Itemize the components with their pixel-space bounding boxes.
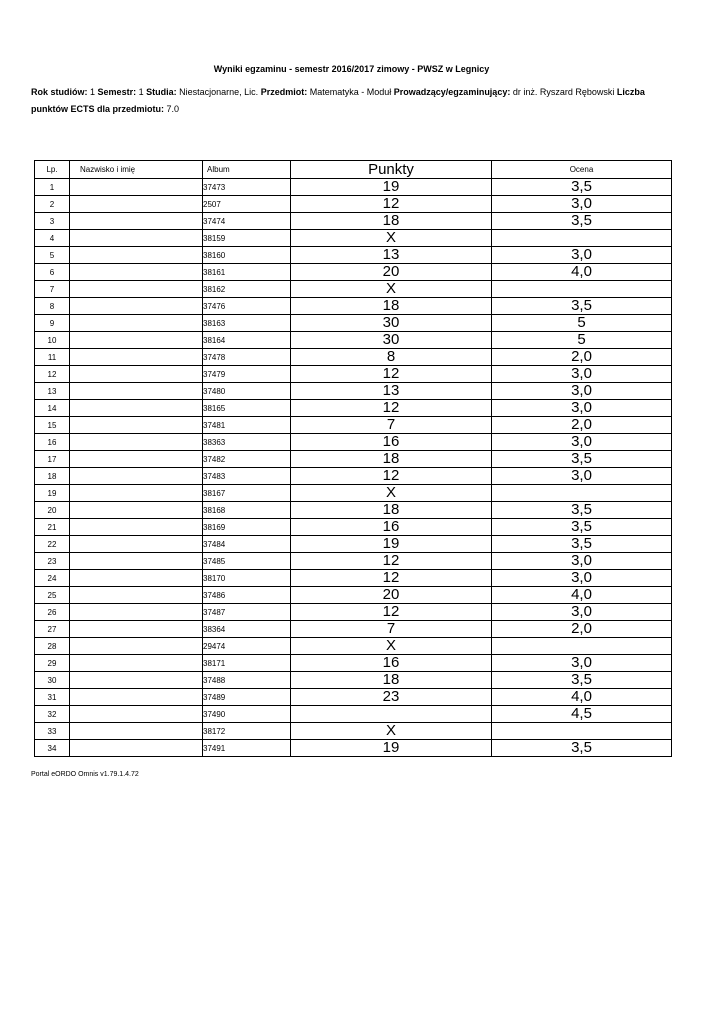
row-album: 37487 xyxy=(203,604,291,621)
row-album: 37483 xyxy=(203,468,291,485)
row-name xyxy=(70,519,203,536)
results-table xyxy=(34,160,672,757)
table-row xyxy=(35,400,672,417)
row-lp: 26 xyxy=(35,604,70,621)
row-points: 7 xyxy=(291,417,492,434)
row-grade: 3,5 xyxy=(492,451,672,468)
row-points: 12 xyxy=(291,196,492,213)
row-lp: 31 xyxy=(35,689,70,706)
row-grade: 2,0 xyxy=(492,621,672,638)
row-name xyxy=(70,638,203,655)
row-lp: 14 xyxy=(35,400,70,417)
table-row xyxy=(35,366,672,383)
table-row xyxy=(35,417,672,434)
table-row xyxy=(35,434,672,451)
row-lp: 34 xyxy=(35,740,70,757)
row-album: 38364 xyxy=(203,621,291,638)
row-points: 8 xyxy=(291,349,492,366)
row-points: X xyxy=(291,638,492,655)
ects-value: 7.0 xyxy=(166,104,180,114)
semestr-value: 1 xyxy=(138,87,144,97)
row-lp: 32 xyxy=(35,706,70,723)
row-grade: 2,0 xyxy=(492,417,672,434)
row-grade: 3,0 xyxy=(492,604,672,621)
row-album: 37484 xyxy=(203,536,291,553)
table-row xyxy=(35,706,672,723)
table-row xyxy=(35,468,672,485)
table-row xyxy=(35,638,672,655)
row-album: 38168 xyxy=(203,502,291,519)
table-row xyxy=(35,213,672,230)
table-row xyxy=(35,332,672,349)
row-lp: 18 xyxy=(35,468,70,485)
row-grade: 3,5 xyxy=(492,672,672,689)
table-row xyxy=(35,349,672,366)
table-row xyxy=(35,383,672,400)
przedmiot-value: Matematyka - Moduł xyxy=(309,87,392,97)
row-album: 38171 xyxy=(203,655,291,672)
table-row xyxy=(35,502,672,519)
document-title: Wyniki egzaminu - semestr 2016/2017 zimowy - PWSZ w Legnicy xyxy=(213,64,490,74)
row-grade: 3,0 xyxy=(492,434,672,451)
row-album: 2507 xyxy=(203,196,291,213)
table-row xyxy=(35,298,672,315)
row-points: 13 xyxy=(291,247,492,264)
header-album: Album xyxy=(203,161,291,179)
row-grade xyxy=(492,485,672,502)
row-grade xyxy=(492,281,672,298)
row-lp: 23 xyxy=(35,553,70,570)
table-row xyxy=(35,621,672,638)
row-name xyxy=(70,230,203,247)
table-row xyxy=(35,672,672,689)
table-row xyxy=(35,723,672,740)
row-points: X xyxy=(291,723,492,740)
row-lp: 5 xyxy=(35,247,70,264)
table-row xyxy=(35,485,672,502)
row-name xyxy=(70,366,203,383)
row-points: 13 xyxy=(291,383,492,400)
row-points: 30 xyxy=(291,315,492,332)
row-grade xyxy=(492,638,672,655)
row-grade: 2,0 xyxy=(492,349,672,366)
row-points: X xyxy=(291,281,492,298)
row-lp: 3 xyxy=(35,213,70,230)
table-row xyxy=(35,536,672,553)
row-points: 18 xyxy=(291,451,492,468)
prowadzacy-label: Prowadzący/egzaminujący: xyxy=(393,87,511,97)
footer-version: Portal eORDO Omnis v1.79.1.4.72 xyxy=(31,771,139,778)
row-name xyxy=(70,349,203,366)
row-points: 16 xyxy=(291,434,492,451)
row-name xyxy=(70,502,203,519)
row-lp: 9 xyxy=(35,315,70,332)
row-points: X xyxy=(291,230,492,247)
row-name xyxy=(70,332,203,349)
row-lp: 29 xyxy=(35,655,70,672)
rok-value: 1 xyxy=(90,87,96,97)
row-grade: 3,0 xyxy=(492,570,672,587)
row-name xyxy=(70,213,203,230)
row-points: 12 xyxy=(291,570,492,587)
row-album: 37482 xyxy=(203,451,291,468)
table-row xyxy=(35,179,672,196)
row-album: 37474 xyxy=(203,213,291,230)
row-album: 37488 xyxy=(203,672,291,689)
row-lp: 16 xyxy=(35,434,70,451)
row-name xyxy=(70,723,203,740)
row-name xyxy=(70,468,203,485)
row-name xyxy=(70,315,203,332)
row-name xyxy=(70,451,203,468)
row-lp: 11 xyxy=(35,349,70,366)
table-row xyxy=(35,689,672,706)
row-name xyxy=(70,689,203,706)
row-name xyxy=(70,264,203,281)
row-lp: 2 xyxy=(35,196,70,213)
row-points: 12 xyxy=(291,366,492,383)
row-name xyxy=(70,400,203,417)
row-name xyxy=(70,196,203,213)
row-grade: 3,0 xyxy=(492,400,672,417)
row-grade: 3,0 xyxy=(492,366,672,383)
row-grade: 3,5 xyxy=(492,179,672,196)
row-grade: 3,5 xyxy=(492,536,672,553)
row-points: 20 xyxy=(291,587,492,604)
row-name xyxy=(70,247,203,264)
row-points: 18 xyxy=(291,672,492,689)
row-album: 38169 xyxy=(203,519,291,536)
row-lp: 21 xyxy=(35,519,70,536)
row-points: 23 xyxy=(291,689,492,706)
row-grade: 4,0 xyxy=(492,264,672,281)
row-lp: 27 xyxy=(35,621,70,638)
row-album: 38163 xyxy=(203,315,291,332)
row-points: 16 xyxy=(291,655,492,672)
semestr-label: Semestr: xyxy=(97,87,137,97)
row-name xyxy=(70,740,203,757)
row-grade: 3,5 xyxy=(492,740,672,757)
row-points: X xyxy=(291,485,492,502)
row-name xyxy=(70,485,203,502)
studia-value: Niestacjonarne, Lic. xyxy=(179,87,259,97)
row-points xyxy=(291,706,492,723)
row-name xyxy=(70,655,203,672)
przedmiot-label: Przedmiot: xyxy=(260,87,308,97)
row-name xyxy=(70,298,203,315)
row-album: 38165 xyxy=(203,400,291,417)
ects-label: Liczba punktów ECTS dla przedmiotu: xyxy=(31,87,645,114)
row-album: 37489 xyxy=(203,689,291,706)
row-lp: 12 xyxy=(35,366,70,383)
row-points: 16 xyxy=(291,519,492,536)
table-row xyxy=(35,519,672,536)
table-row xyxy=(35,196,672,213)
row-album: 37481 xyxy=(203,417,291,434)
table-row xyxy=(35,553,672,570)
row-name xyxy=(70,434,203,451)
row-album: 38172 xyxy=(203,723,291,740)
header-lp: Lp. xyxy=(35,161,70,179)
row-lp: 22 xyxy=(35,536,70,553)
row-lp: 33 xyxy=(35,723,70,740)
prowadzacy-value: dr inż. Ryszard Rębowski xyxy=(512,87,615,97)
row-points: 18 xyxy=(291,213,492,230)
row-grade: 3,5 xyxy=(492,298,672,315)
row-lp: 4 xyxy=(35,230,70,247)
row-album: 38167 xyxy=(203,485,291,502)
header-points: Punkty xyxy=(291,161,492,179)
row-grade: 3,5 xyxy=(492,213,672,230)
table-row xyxy=(35,570,672,587)
row-name xyxy=(70,570,203,587)
row-album: 37491 xyxy=(203,740,291,757)
row-album: 37486 xyxy=(203,587,291,604)
row-grade: 3,0 xyxy=(492,383,672,400)
table-header-row xyxy=(35,161,672,179)
row-album: 29474 xyxy=(203,638,291,655)
row-album: 38160 xyxy=(203,247,291,264)
row-points: 12 xyxy=(291,400,492,417)
row-album: 37473 xyxy=(203,179,291,196)
table-row xyxy=(35,230,672,247)
row-grade: 4,5 xyxy=(492,706,672,723)
row-album: 38159 xyxy=(203,230,291,247)
row-name xyxy=(70,621,203,638)
row-grade: 3,5 xyxy=(492,519,672,536)
course-info xyxy=(31,84,676,118)
row-points: 30 xyxy=(291,332,492,349)
row-points: 12 xyxy=(291,468,492,485)
row-points: 7 xyxy=(291,621,492,638)
row-album: 37479 xyxy=(203,366,291,383)
row-name xyxy=(70,604,203,621)
row-lp: 20 xyxy=(35,502,70,519)
table-row xyxy=(35,740,672,757)
row-name xyxy=(70,383,203,400)
row-grade: 3,0 xyxy=(492,468,672,485)
row-lp: 24 xyxy=(35,570,70,587)
row-album: 37490 xyxy=(203,706,291,723)
row-lp: 25 xyxy=(35,587,70,604)
row-name xyxy=(70,536,203,553)
row-name xyxy=(70,706,203,723)
row-name xyxy=(70,587,203,604)
row-grade: 4,0 xyxy=(492,587,672,604)
row-points: 20 xyxy=(291,264,492,281)
row-name xyxy=(70,672,203,689)
row-grade: 5 xyxy=(492,315,672,332)
header-name: Nazwisko i imię xyxy=(70,161,203,179)
table-row xyxy=(35,315,672,332)
table-row xyxy=(35,587,672,604)
row-points: 19 xyxy=(291,179,492,196)
table-row xyxy=(35,451,672,468)
row-album: 38363 xyxy=(203,434,291,451)
row-grade: 3,5 xyxy=(492,502,672,519)
row-album: 37476 xyxy=(203,298,291,315)
row-grade: 5 xyxy=(492,332,672,349)
row-album: 37478 xyxy=(203,349,291,366)
row-points: 12 xyxy=(291,604,492,621)
row-lp: 30 xyxy=(35,672,70,689)
table-body xyxy=(35,179,672,757)
row-album: 38170 xyxy=(203,570,291,587)
table-row xyxy=(35,247,672,264)
studia-label: Studia: xyxy=(146,87,177,97)
row-name xyxy=(70,417,203,434)
row-name xyxy=(70,553,203,570)
row-grade: 3,0 xyxy=(492,553,672,570)
row-lp: 10 xyxy=(35,332,70,349)
row-lp: 13 xyxy=(35,383,70,400)
row-lp: 7 xyxy=(35,281,70,298)
row-grade: 4,0 xyxy=(492,689,672,706)
row-name xyxy=(70,179,203,196)
row-lp: 15 xyxy=(35,417,70,434)
header-grade: Ocena xyxy=(492,161,672,179)
row-lp: 8 xyxy=(35,298,70,315)
rok-label: Rok studiów: xyxy=(31,87,88,97)
row-grade: 3,0 xyxy=(492,247,672,264)
row-grade xyxy=(492,723,672,740)
row-lp: 17 xyxy=(35,451,70,468)
row-album: 37480 xyxy=(203,383,291,400)
row-points: 12 xyxy=(291,553,492,570)
row-name xyxy=(70,281,203,298)
row-lp: 19 xyxy=(35,485,70,502)
row-grade: 3,0 xyxy=(492,655,672,672)
row-points: 19 xyxy=(291,740,492,757)
row-points: 18 xyxy=(291,502,492,519)
row-grade: 3,0 xyxy=(492,196,672,213)
row-points: 18 xyxy=(291,298,492,315)
row-album: 38161 xyxy=(203,264,291,281)
row-lp: 6 xyxy=(35,264,70,281)
table-row xyxy=(35,604,672,621)
row-lp: 1 xyxy=(35,179,70,196)
row-grade xyxy=(492,230,672,247)
row-album: 37485 xyxy=(203,553,291,570)
row-album: 38162 xyxy=(203,281,291,298)
row-points: 19 xyxy=(291,536,492,553)
row-lp: 28 xyxy=(35,638,70,655)
table-row xyxy=(35,281,672,298)
row-album: 38164 xyxy=(203,332,291,349)
table-row xyxy=(35,264,672,281)
table-row xyxy=(35,655,672,672)
